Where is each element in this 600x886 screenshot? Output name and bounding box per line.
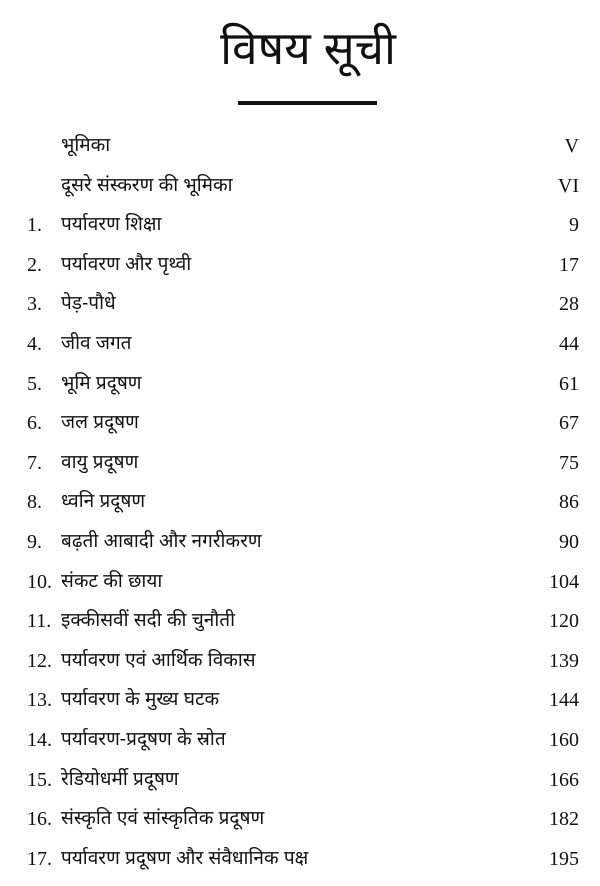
entry-page: 160 bbox=[549, 728, 579, 751]
entry-page: 104 bbox=[549, 570, 579, 593]
entry-title: पर्यावरण और पृथ्वी bbox=[61, 253, 192, 275]
toc-entry bbox=[0, 603, 600, 643]
entry-page: 182 bbox=[549, 808, 579, 831]
entry-number: 12. bbox=[27, 649, 52, 672]
entry-number: 15. bbox=[27, 768, 52, 791]
entry-title: इक्कीसवीं सदी की चुनौती bbox=[61, 610, 236, 632]
entry-page: 67 bbox=[559, 412, 579, 435]
entry-title: संस्कृति एवं सांस्कृतिक प्रदूषण bbox=[61, 808, 265, 830]
toc-entry bbox=[0, 366, 600, 406]
entry-page: 139 bbox=[549, 649, 579, 672]
title-underline bbox=[238, 101, 377, 105]
entry-title: पर्यावरण प्रदूषण और संवैधानिक पक्ष bbox=[61, 847, 309, 869]
entry-title: जीव जगत bbox=[61, 332, 132, 354]
entry-page: 195 bbox=[549, 847, 579, 870]
entry-title: पर्यावरण के मुख्य घटक bbox=[61, 689, 220, 711]
entry-number: 9. bbox=[27, 530, 42, 553]
toc-entry bbox=[0, 484, 600, 524]
entry-page: 90 bbox=[559, 530, 579, 553]
entry-title: बढ़ती आबादी और नगरीकरण bbox=[61, 530, 262, 552]
toc-entry bbox=[0, 168, 600, 208]
entry-number: 10. bbox=[27, 570, 52, 593]
toc-entry bbox=[0, 564, 600, 604]
table-of-contents bbox=[0, 128, 600, 880]
toc-entry bbox=[0, 801, 600, 841]
entry-number: 4. bbox=[27, 332, 42, 355]
entry-page: 144 bbox=[549, 689, 579, 712]
toc-entry bbox=[0, 643, 600, 683]
entry-number: 3. bbox=[27, 293, 42, 316]
toc-entry bbox=[0, 524, 600, 564]
toc-entry bbox=[0, 722, 600, 762]
entry-title: दूसरे संस्करण की भूमिका bbox=[61, 174, 233, 196]
entry-page: 9 bbox=[569, 214, 579, 237]
entry-title: ध्वनि प्रदूषण bbox=[61, 491, 146, 513]
entry-page: 61 bbox=[559, 372, 579, 395]
entry-title: पर्यावरण-प्रदूषण के स्रोत bbox=[61, 728, 226, 750]
entry-page: 17 bbox=[559, 253, 579, 276]
entry-page: V bbox=[564, 135, 579, 157]
entry-number: 17. bbox=[27, 847, 52, 870]
toc-entry bbox=[0, 405, 600, 445]
entry-number: 14. bbox=[27, 728, 52, 751]
entry-number: 11. bbox=[27, 610, 52, 633]
entry-page: VI bbox=[557, 174, 579, 197]
entry-page: 75 bbox=[559, 451, 579, 474]
toc-entry bbox=[0, 682, 600, 722]
entry-page: 28 bbox=[559, 293, 579, 316]
toc-entry bbox=[0, 326, 600, 366]
entry-number: 1. bbox=[27, 214, 42, 237]
entry-page: 166 bbox=[549, 768, 579, 791]
entry-title: पर्यावरण शिक्षा bbox=[61, 214, 162, 236]
entry-number: 8. bbox=[27, 491, 42, 514]
entry-number: 7. bbox=[27, 451, 42, 474]
toc-entry bbox=[0, 762, 600, 802]
entry-title: पेड़-पौधे bbox=[61, 293, 116, 315]
entry-page: 44 bbox=[559, 332, 579, 355]
toc-entry bbox=[0, 247, 600, 287]
entry-page: 120 bbox=[549, 610, 579, 633]
entry-number: 2. bbox=[27, 253, 42, 276]
entry-number: 5. bbox=[27, 372, 42, 395]
entry-title: पर्यावरण एवं आर्थिक विकास bbox=[61, 649, 256, 671]
toc-entry bbox=[0, 445, 600, 485]
entry-title: रेडियोधर्मी प्रदूषण bbox=[61, 768, 179, 790]
entry-title: वायु प्रदूषण bbox=[61, 451, 139, 473]
toc-entry bbox=[0, 207, 600, 247]
toc-entry bbox=[0, 841, 600, 881]
entry-title: संकट की छाया bbox=[61, 570, 163, 592]
entry-page: 86 bbox=[559, 491, 579, 514]
entry-title: जल प्रदूषण bbox=[61, 412, 139, 434]
entry-number: 13. bbox=[27, 689, 52, 712]
entry-number: 6. bbox=[27, 412, 42, 435]
entry-title: भूमि प्रदूषण bbox=[61, 372, 142, 394]
entry-number: 16. bbox=[27, 808, 52, 831]
toc-entry bbox=[0, 128, 600, 168]
entry-title: भूमिका bbox=[61, 135, 111, 156]
page-title: विषय सूची bbox=[220, 22, 396, 74]
toc-entry bbox=[0, 286, 600, 326]
